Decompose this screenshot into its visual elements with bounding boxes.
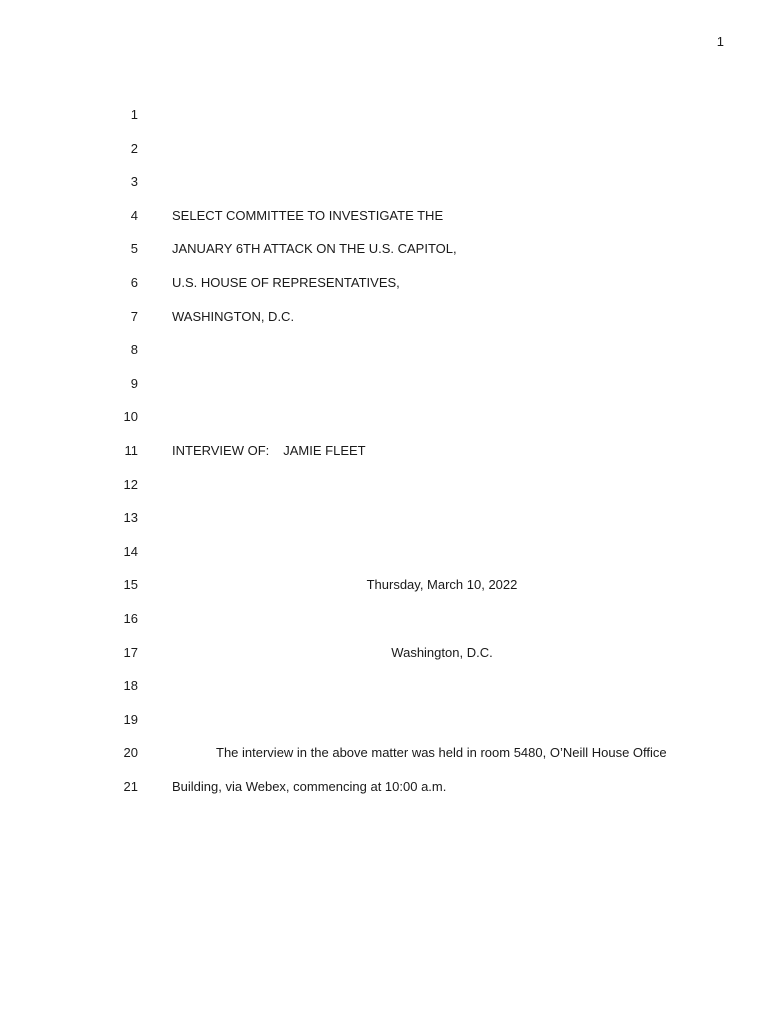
line-number: 15 (123, 577, 138, 593)
line-number: 21 (123, 778, 138, 794)
transcript-line (0, 541, 768, 575)
interview-location: Washington, D.C. (391, 644, 493, 660)
line-number: 4 (130, 207, 138, 223)
line-number: 16 (123, 610, 138, 626)
line-number: 1 (130, 107, 138, 122)
committee-heading-line-4: WASHINGTON, D.C. (172, 308, 295, 324)
interview-of-label: INTERVIEW OF: (172, 442, 270, 458)
transcript-line (0, 406, 768, 440)
committee-heading-line-3: U.S. HOUSE OF REPRESENTATIVES, (172, 274, 400, 290)
transcript-line (0, 104, 768, 138)
line-number: 17 (123, 644, 138, 660)
transcript-line (0, 608, 768, 642)
transcript-line (0, 742, 768, 776)
line-number: 13 (123, 510, 138, 526)
transcript-line (0, 776, 768, 810)
transcript-line (0, 205, 768, 239)
line-number: 11 (124, 442, 138, 458)
transcript-line (0, 339, 768, 373)
transcript-line (0, 474, 768, 508)
transcript-line (0, 440, 768, 474)
transcript-line (0, 675, 768, 709)
interviewee-name: JAMIE FLEET (283, 442, 366, 458)
transcript-line (0, 138, 768, 172)
transcript-line (0, 507, 768, 541)
line-number: 12 (123, 476, 138, 492)
session-paragraph-line-2: Building, via Webex, commencing at 10:00 a.m. (172, 778, 447, 794)
transcript-line (0, 574, 768, 608)
line-number: 7 (130, 308, 138, 324)
line-number: 3 (130, 174, 138, 190)
transcript-line (0, 306, 768, 340)
transcript-line (0, 238, 768, 272)
line-number: 10 (123, 409, 138, 425)
interview-date: Thursday, March 10, 2022 (366, 577, 518, 593)
line-number: 14 (123, 543, 138, 559)
transcript-line (0, 642, 768, 676)
committee-heading-line-1: SELECT COMMITTEE TO INVESTIGATE THE (172, 207, 444, 223)
line-number: 8 (130, 342, 138, 358)
transcript-line (0, 709, 768, 743)
page-number: 1 (716, 34, 724, 49)
line-number: 19 (123, 711, 138, 727)
line-number: 6 (130, 274, 138, 290)
line-number: 18 (123, 678, 138, 694)
transcript-body (0, 104, 768, 809)
line-number: 9 (130, 375, 138, 391)
transcript-line (0, 272, 768, 306)
interview-of-line (172, 440, 366, 462)
transcript-line (0, 171, 768, 205)
session-paragraph-line-1: The interview in the above matter was held in room 5480, O’Neill House Office (216, 745, 667, 761)
line-number: 2 (130, 140, 138, 156)
line-number: 5 (130, 241, 138, 257)
line-number: 20 (123, 745, 138, 761)
transcript-line (0, 373, 768, 407)
committee-heading-line-2: JANUARY 6TH ATTACK ON THE U.S. CAPITOL, (172, 241, 457, 257)
